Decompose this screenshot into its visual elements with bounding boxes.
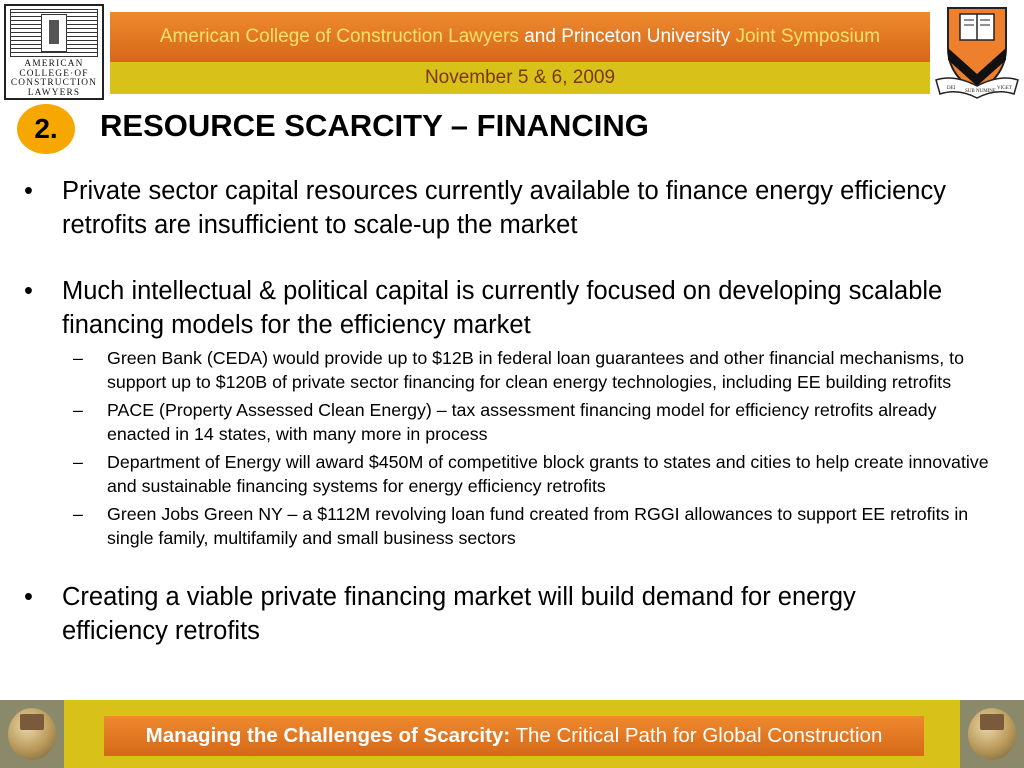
banner-date: November 5 & 6, 2009 [424, 67, 616, 88]
globe-icon [968, 708, 1016, 760]
footer-left-emblem [0, 700, 64, 768]
acocl-logo-text [8, 60, 100, 98]
bullet-item [0, 580, 962, 648]
sub-bullet-dash: – [73, 400, 83, 420]
acocl-emblem-icon [10, 9, 98, 57]
banner-title [110, 12, 930, 62]
acocl-line-4: LAWYERS [27, 87, 81, 98]
acocl-line-1: AMERICAN [24, 59, 84, 69]
footer-right-emblem [960, 700, 1024, 768]
footer-banner-rest: The Critical Path for Global Construction [510, 724, 883, 747]
banner-title-part-1: American College of Construction Lawyers [159, 26, 519, 47]
shield-ribbon-right: VIGET [997, 86, 1012, 91]
princeton-shield-icon [934, 4, 1020, 100]
sub-bullet-text-doe: Department of Energy will award $450M of competitive block grants to states and cities to help create innovative and sustainable financing systems for energy efficiency retrofits [107, 452, 989, 496]
bullet-text-1: Private sector capital resources currently available to finance energy efficiency retrofits are insufficient to scale-up the market [62, 177, 946, 239]
sub-bullet-text-pace: PACE (Property Assessed Clean Energy) – tax assessment financing model for efficiency retrofits already enacted in 14 states, with many more in process [107, 400, 937, 444]
banner-title-part-2: and Princeton University [524, 26, 731, 47]
section-number-badge: 2. [17, 104, 75, 154]
slide-body [0, 174, 1024, 648]
sub-bullet-dash: – [73, 348, 83, 368]
footer-banner [104, 716, 924, 756]
sub-bullet-item [0, 346, 1002, 394]
symposium-banner [110, 12, 930, 94]
bullet-dot: • [24, 277, 33, 305]
shield-ribbon-mid: SUB NUMINE [965, 89, 996, 94]
globe-icon [8, 708, 56, 760]
sub-bullet-text-green-bank: Green Bank (CEDA) would provide up to $12B in federal loan guarantees and other financial mechanisms, to support up to $120B of private sector financing for clean energy technologies, including EE building retrofits [107, 348, 964, 392]
bullet-dot: • [24, 583, 33, 611]
footer-banner-bold: Managing the Challenges of Scarcity: [145, 724, 511, 747]
sub-bullet-dash: – [73, 452, 83, 472]
slide-footer [0, 700, 1024, 768]
sub-bullet-list [0, 346, 1024, 550]
acocl-logo [4, 4, 104, 100]
bullet-text-2: Much intellectual & political capital is currently focused on developing scalable financing models for the efficiency market [62, 277, 943, 339]
sub-bullet-dash: – [73, 504, 83, 524]
acocl-line-2: COLLEGE·OF [19, 68, 89, 79]
sub-bullet-item [0, 398, 1002, 446]
sub-bullet-item [0, 450, 1002, 498]
bullet-item [0, 174, 962, 242]
sub-bullet-text-green-jobs: Green Jobs Green NY – a $112M revolving loan fund created from RGGI allowances to support EE retrofits in single family, multifamily and small business sectors [107, 504, 969, 548]
bullet-dot: • [24, 177, 33, 205]
bullet-item [0, 274, 962, 342]
bullet-text-3: Creating a viable private financing market will build demand for energy efficiency retrofits [62, 583, 856, 645]
banner-title-part-3: Joint Symposium [735, 26, 881, 47]
acocl-line-3: CONSTRUCTION [10, 78, 98, 89]
sub-bullet-item [0, 502, 1002, 550]
slide-title: RESOURCE SCARCITY – FINANCING [100, 108, 649, 143]
shield-ribbon-left: DEI [947, 86, 956, 91]
slide-header [0, 0, 1024, 104]
